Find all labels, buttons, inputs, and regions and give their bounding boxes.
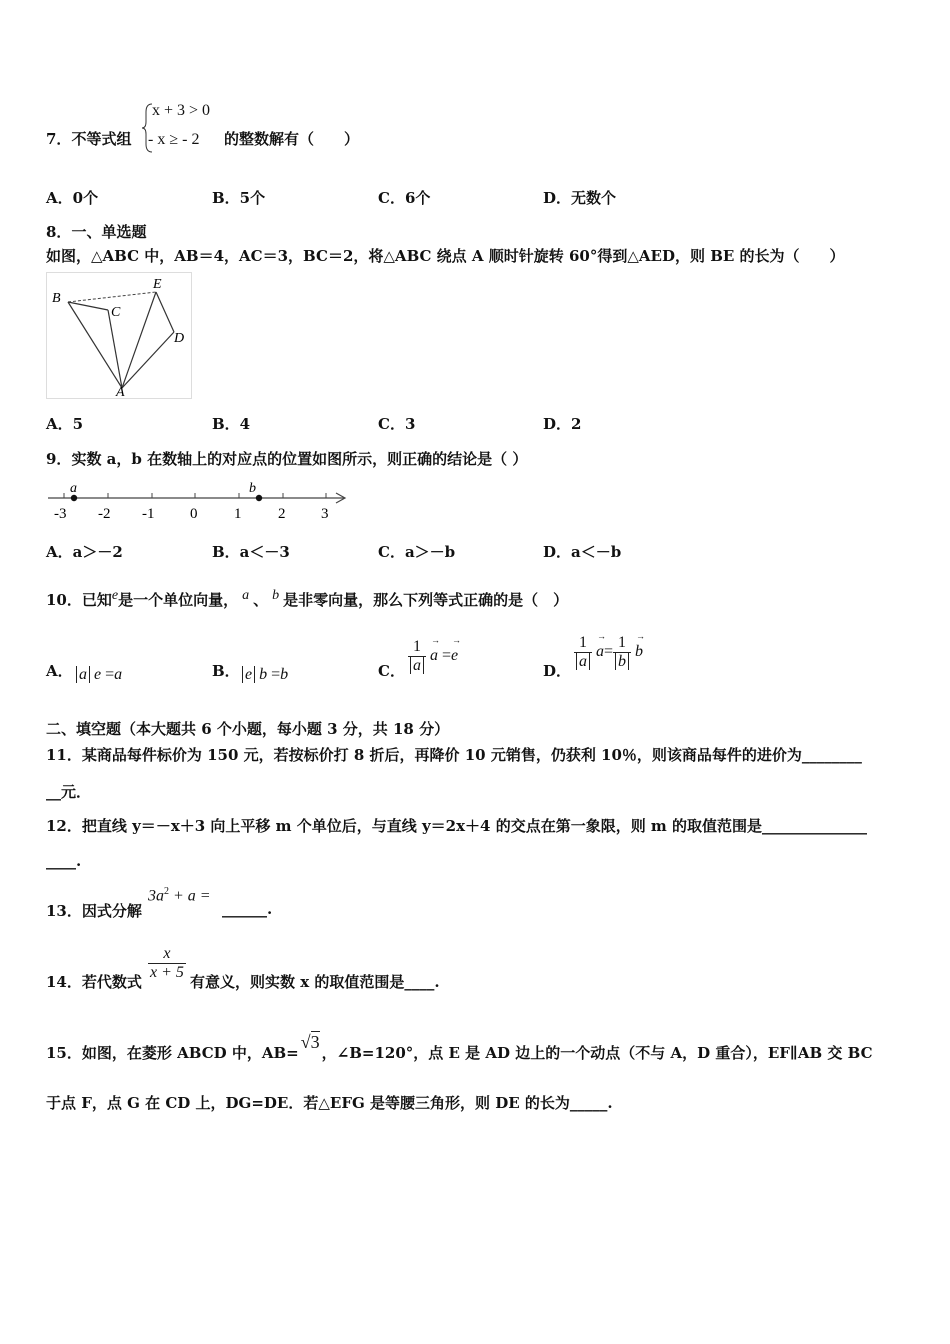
q9-number-line: [46, 480, 352, 524]
q10-option-b-label: B．: [212, 662, 240, 680]
q7-option-c: C．6个: [378, 189, 431, 207]
label-E: E: [153, 277, 162, 292]
q10-stem: 10．已知$^e$是一个单位向量， $^a$ 、 $^b$ 是非零向量，那么下列等式正确的是（ ）: [46, 588, 569, 609]
q14-stem-end: 有意义，则实数 x 的取值范围是____.: [190, 973, 440, 991]
q11-line-2: __元．: [46, 783, 92, 801]
label-b: b: [249, 481, 256, 496]
q7-stem: 7．不等式组: [46, 130, 132, 148]
tick-label: -2: [98, 506, 111, 522]
label-a: a: [70, 481, 77, 496]
q7-stem-end: 的整数解有（ ）: [224, 130, 360, 148]
label-C: C: [111, 305, 121, 320]
q10-option-b-formula: e b =b: [242, 666, 288, 684]
q12-line-2: ____.: [46, 852, 82, 870]
q8-stem: 如图，△ABC 中，AB＝4，AC＝3，BC＝2，将△ABC 绕点 A 顺时针旋转 60°得到△AED，则 BE 的长为（ ）: [46, 247, 845, 265]
q10-option-a-formula: a e =a: [76, 666, 122, 684]
q11-line-1: 11．某商品每件标价为 150 元，若按标价打 8 折后，再降价 10 元销售，仍获利 10％，则该商品每件的进价为________: [46, 746, 862, 764]
q9-option-b: B．a＜－3: [212, 543, 290, 561]
q10-option-c-label: C．: [378, 662, 405, 680]
q13-expression: $3a^2 + a$ =: [148, 886, 211, 905]
q7-option-d: D．无数个: [543, 189, 617, 207]
q7-inequality-2: - x ≥ - 2: [148, 131, 200, 148]
q9-stem: 9．实数 a，b 在数轴上的对应点的位置如图所示，则正确的结论是（ ）: [46, 450, 528, 468]
label-B: B: [52, 291, 61, 306]
q8-option-c: C．3: [378, 415, 416, 433]
q10-option-d-formula: $\frac{1}{a}$ → a= $\frac{1}{b}$ → b: [574, 634, 643, 670]
q8-triangle-figure: [46, 272, 192, 400]
label-A: A: [116, 385, 125, 400]
q10-option-a-label: A．: [46, 662, 73, 680]
q15-line-2: 于点 F，点 G 在 CD 上，DG=DE．若△EFG 是等腰三角形，则 DE 的长为_____.: [46, 1094, 613, 1112]
q15-line-1: 15．如图，在菱形 ABCD 中，AB=√3，∠B=120°，点 E 是 AD 边上的一个动点（不与 A，D 重合），EF∥AB 交 BC: [46, 1032, 873, 1062]
q14-fraction: $\frac{x}{x + 5}$: [150, 945, 184, 981]
q9-option-a: A．a＞－2: [46, 543, 123, 561]
tick-label: 3: [321, 506, 329, 522]
point-b: [256, 495, 262, 501]
q8-section: 8．一、单选题: [46, 223, 147, 241]
tick-label: 0: [190, 506, 198, 522]
tick-label: -1: [142, 506, 155, 522]
q9-option-c: C．a＞－b: [378, 543, 456, 561]
tick-label: 1: [234, 506, 242, 522]
q8-option-a: A．5: [46, 415, 84, 433]
tick-label: -3: [54, 506, 67, 522]
section-fill-in-title: 二、填空题（本大题共 6 个小题，每小题 3 分，共 18 分）: [46, 720, 450, 738]
q9-option-d: D．a＜－b: [543, 543, 622, 561]
q7-inequality-1: x + 3 > 0: [152, 102, 211, 119]
q12-line-1: 12．把直线 y＝－x＋3 向上平移 m 个单位后，与直线 y＝2x＋4 的交点在第一象限，则 m 的取值范围是______________: [46, 817, 868, 835]
q7-option-b: B．5个: [212, 189, 266, 207]
q10-option-c-formula: $\frac{1}{a}$ → a =→ e: [408, 638, 458, 674]
label-D: D: [174, 331, 185, 346]
q7-option-a: A．0个: [46, 189, 99, 207]
q8-option-d: D．2: [543, 415, 582, 433]
tick-label: 2: [278, 506, 286, 522]
q13-stem: 13．因式分解: [46, 902, 142, 920]
q14-stem: 14．若代数式: [46, 973, 142, 991]
q8-option-b: B．4: [212, 415, 251, 433]
q15-sqrt: √3: [300, 1032, 320, 1052]
q13-blank: ______.: [222, 900, 273, 918]
q10-option-d-label: D．: [543, 662, 572, 680]
